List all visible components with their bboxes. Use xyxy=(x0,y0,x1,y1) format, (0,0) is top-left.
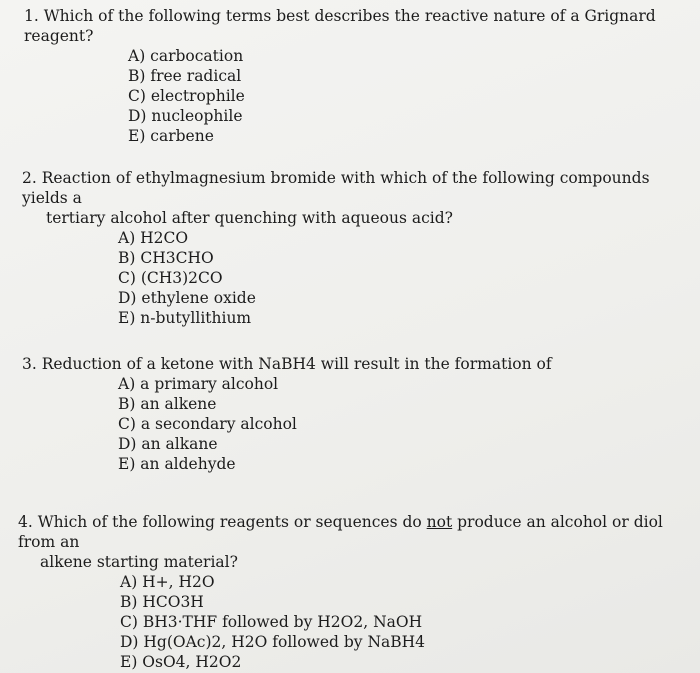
question-3-text: 3. Reduction of a ketone with NaBH4 will result in the formation of xyxy=(22,355,552,373)
option-a: A) a primary alcohol xyxy=(118,375,279,393)
option-e: E) an aldehyde xyxy=(118,455,236,473)
option-a: A) carbocation xyxy=(128,47,244,65)
option-e: E) n-butyllithium xyxy=(118,309,252,327)
option-b: B) free radical xyxy=(128,67,242,85)
option-c: C) (CH3)2CO xyxy=(118,269,223,287)
question-4-line1-before: 4. Which of the following reagents or sequences do xyxy=(18,513,427,531)
option-e: E) carbene xyxy=(128,127,214,145)
question-3 xyxy=(22,354,552,474)
option-b: B) HCO3H xyxy=(120,593,204,611)
option-b: B) an alkene xyxy=(118,395,217,413)
question-4-line2: alkene starting material? xyxy=(40,553,238,571)
option-c: C) a secondary alcohol xyxy=(118,415,297,433)
question-2-line1: 2. Reaction of ethylmagnesium bromide with which of the following compounds yields a xyxy=(22,169,650,207)
option-c: C) electrophile xyxy=(128,87,245,105)
option-d: D) Hg(OAc)2, H2O followed by NaBH4 xyxy=(120,633,426,651)
option-b: B) CH3CHO xyxy=(118,249,214,267)
question-4-text xyxy=(18,512,700,572)
question-1-options xyxy=(128,46,700,146)
option-d: D) an alkane xyxy=(118,435,218,453)
question-1-text: 1. Which of the following terms best describes the reactive nature of a Grignard reagent? xyxy=(24,7,656,45)
question-2-line2: tertiary alcohol after quenching with aqueous acid? xyxy=(46,209,453,227)
question-2-options xyxy=(118,228,700,328)
question-3-options xyxy=(118,374,552,474)
emphasis-not: not xyxy=(426,513,453,531)
question-2 xyxy=(22,168,700,328)
question-4 xyxy=(18,512,700,672)
option-a: A) H+, H2O xyxy=(120,573,215,591)
option-a: A) H2CO xyxy=(118,229,189,247)
question-4-options xyxy=(120,572,700,672)
question-1 xyxy=(24,6,700,146)
option-d: D) ethylene oxide xyxy=(118,289,256,307)
option-c: C) BH3·THF followed by H2O2, NaOH xyxy=(120,613,423,631)
option-d: D) nucleophile xyxy=(128,107,243,125)
question-4-line1-after: produce an alcohol or diol from an xyxy=(18,513,663,551)
option-e: E) OsO4, H2O2 xyxy=(120,653,242,671)
question-2-text xyxy=(22,168,700,228)
